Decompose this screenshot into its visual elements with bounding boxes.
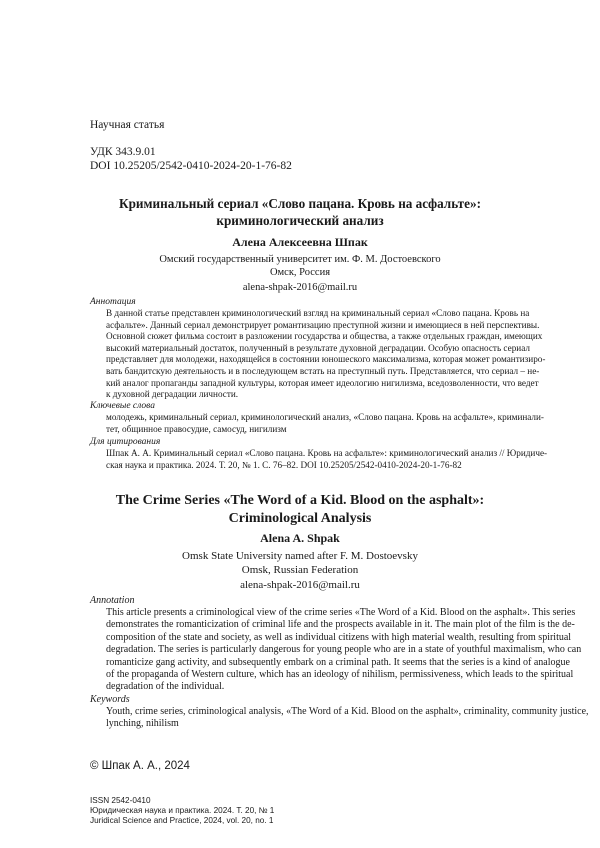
en-keywords [106, 706, 589, 731]
ru-author: Алена Алексеевна Шпак [232, 235, 368, 249]
en-annotation-line: composition of the state and society, as well as individual citizens with high material wealth, resulting from spiritual [106, 631, 572, 643]
ru-annotation-line: кий аналог пропаганды западной культуры, которая имеет идеологию нигилизма, вседозволенности, что ведет [106, 377, 539, 388]
article-type: Научная статья [90, 119, 165, 131]
ru-keywords [106, 412, 544, 435]
en-annotation-line: demonstrates the romanticization of criminal life and the prospects available in it. The main plot of the film is the de- [106, 619, 575, 631]
en-email: alena-shpak-2016@mail.ru [240, 579, 360, 591]
en-annotation-line: degradation of the individual. [106, 681, 225, 693]
ru-email: alena-shpak-2016@mail.ru [242, 282, 358, 293]
journal-footer [90, 796, 274, 826]
en-keywords-label: Keywords [90, 694, 130, 705]
en-title [90, 492, 510, 528]
doi: DOI 10.25205/2542-0410-2024-20-1-76-82 [90, 160, 292, 172]
ru-annotation-line: В данной статье представлен криминологический взгляд на криминальный сериал «Слово пацана. Кровь на [106, 308, 530, 318]
en-annotation-line: degradation. The series is particularly dangerous for young people who are in a state of youthful maximalism, who can [106, 644, 582, 656]
ru-keywords-line: молодежь, криминальный сериал, криминологический анализ, «Слово пацана. Кровь на асфальте», криминали- [106, 412, 544, 422]
ru-annotation-line: представляет для молодежи, находящейся в состоянии юношеского максимализма, которая может романтизиро- [106, 354, 546, 365]
en-annotation-line: of the propaganda of Western culture, which has an ideology of nihilism, permissiveness, which leads to the spiritual [106, 669, 574, 681]
footer-journal-en: Juridical Science and Practice, 2024, vol. 20, no. 1 [90, 816, 274, 825]
ru-annotation-line: к духовной деградации личности. [106, 389, 239, 400]
en-annotation-line: romanticize gang activity, and subsequently embark on a criminal path. It seems that the series is a kind of analogue [106, 656, 570, 668]
en-keywords-line: lynching, nihilism [106, 718, 179, 730]
footer-journal-ru: Юридическая наука и практика. 2024. Т. 20, № 1 [90, 806, 275, 815]
ru-citation [106, 448, 548, 471]
en-annotation [106, 607, 582, 694]
udc-code: УДК 343.9.01 [90, 146, 156, 158]
ru-title-line: Криминальный сериал «Слово пацана. Кровь на асфальте»: [119, 196, 481, 211]
ru-title [90, 195, 510, 229]
ru-citation-line: ская наука и практика. 2024. Т. 20, № 1. С. 76–82. DOI 10.25205/2542-0410-2024-20-1-76-82 [106, 459, 462, 470]
ru-annotation [106, 308, 546, 401]
ru-affiliation: Омский государственный университет им. Ф. М. Достоевского [159, 254, 441, 265]
en-affiliation: Omsk State University named after F. M. Dostoevsky [182, 550, 418, 562]
ru-annotation-line: высокий материальный достаток, полученный в результате духовной деградации. Особую опасность сериал [106, 342, 530, 353]
en-title-line: Criminological Analysis [228, 511, 372, 526]
ru-annotation-line: вать бандитскую деятельность и в последующем встать на преступный путь. Представляется, что сериал – не- [106, 365, 540, 376]
en-annotation-line: This article presents a criminological view of the crime series «The Word of a Kid. Blood on the asphalt». This series [106, 607, 576, 618]
ru-annotation-line: асфальте». Данный сериал демонстрирует романтизацию преступной жизни и имеющиеся в ней перспективы. [106, 319, 540, 330]
copyright-notice: © Шпак А. А., 2024 [90, 760, 190, 772]
ru-annotation-label: Аннотация [90, 297, 136, 307]
ru-keywords-line: тет, общинное правосудие, самосуд, нигилизм [106, 423, 287, 434]
footer-issn: ISSN 2542-0410 [90, 796, 151, 805]
ru-location: Омск, Россия [269, 267, 331, 278]
ru-citation-line: Шпак А. А. Криминальный сериал «Слово пацана. Кровь на асфальте»: криминологический анализ // Юридиче- [106, 448, 548, 458]
ru-annotation-line: Основной сюжет фильма состоит в разложении государства и общества, а также отдельных граждан, имеющих [106, 331, 543, 342]
en-location: Omsk, Russian Federation [241, 564, 359, 576]
ru-citation-label: Для цитирования [90, 437, 161, 447]
ru-keywords-label: Ключевые слова [90, 401, 155, 411]
en-annotation-label: Annotation [90, 595, 135, 606]
en-keywords-line: Youth, crime series, criminological analysis, «The Word of a Kid. Blood on the asphalt», criminality, community justice, [106, 706, 589, 717]
en-author: Alena A. Shpak [260, 531, 340, 545]
ru-title-line: криминологический анализ [216, 213, 384, 228]
en-title-line: The Crime Series «The Word of a Kid. Blood on the asphalt»: [115, 493, 485, 508]
